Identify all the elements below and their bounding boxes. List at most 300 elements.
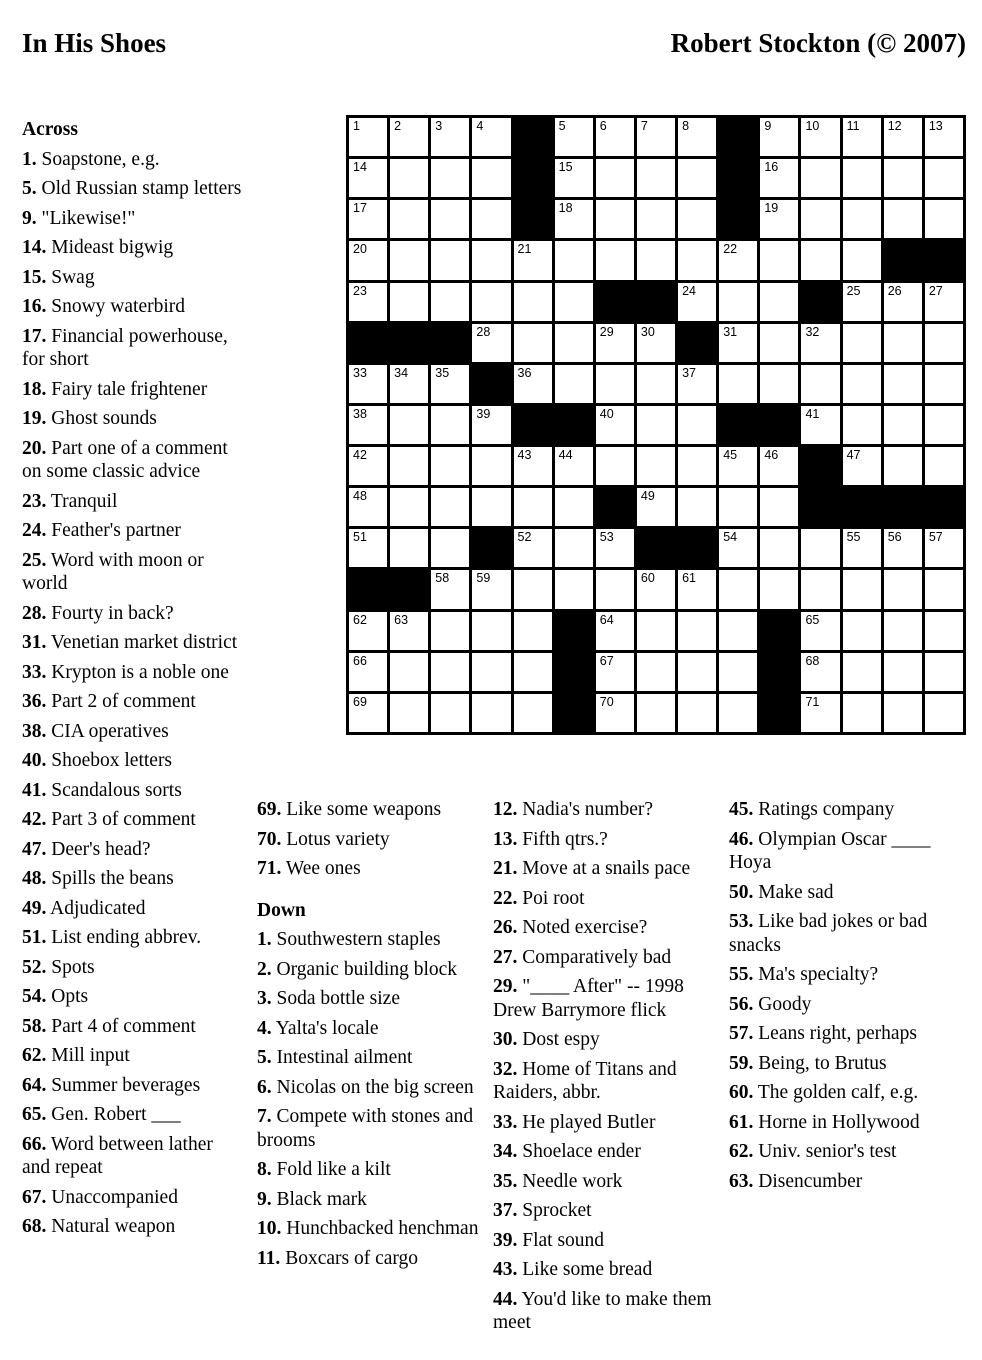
- grid-cell[interactable]: [801, 200, 839, 238]
- grid-cell[interactable]: [925, 570, 963, 608]
- clue-text: Dost espy: [517, 1029, 600, 1050]
- down-clue: [257, 987, 482, 1011]
- clue-text: Compete with stones and brooms: [257, 1106, 474, 1151]
- grid-cell[interactable]: [637, 488, 675, 526]
- cell-number: 63: [394, 612, 409, 627]
- grid-cell[interactable]: [843, 694, 881, 732]
- cell-number: 6: [599, 119, 607, 133]
- clue-number: 18.: [22, 378, 47, 400]
- grid-cell[interactable]: [472, 200, 510, 238]
- grid-cell[interactable]: [719, 241, 757, 279]
- grid-cell[interactable]: [390, 612, 428, 650]
- grid-cell[interactable]: [843, 570, 881, 608]
- across-clue: [22, 897, 242, 921]
- clue-number: 19.: [22, 408, 47, 429]
- grid-cell[interactable]: [596, 529, 634, 567]
- clue-number: 14.: [22, 237, 47, 258]
- grid-cell[interactable]: [472, 118, 510, 156]
- grid-cell[interactable]: [349, 406, 387, 444]
- grid-cell[interactable]: [349, 612, 387, 650]
- grid-cell[interactable]: [843, 447, 881, 485]
- grid-cell[interactable]: [760, 365, 798, 403]
- cell-number: 13: [928, 119, 943, 133]
- grid-cell[interactable]: [637, 324, 675, 362]
- grid-cell[interactable]: [760, 118, 798, 156]
- grid-cell[interactable]: [514, 570, 552, 608]
- grid-cell[interactable]: [801, 694, 839, 732]
- grid-cell[interactable]: [801, 653, 839, 691]
- clue-number: 20.: [22, 437, 47, 459]
- grid-cell[interactable]: [431, 447, 469, 485]
- grid-cell[interactable]: [678, 365, 716, 403]
- grid-cell[interactable]: [884, 200, 922, 238]
- grid-block: [555, 694, 593, 732]
- grid-cell[interactable]: [596, 118, 634, 156]
- grid-cell[interactable]: [884, 612, 922, 650]
- grid-cell[interactable]: [719, 570, 757, 608]
- grid-cell[interactable]: [596, 653, 634, 691]
- grid-cell[interactable]: [760, 570, 798, 608]
- down-clue: [493, 1258, 718, 1282]
- grid-cell[interactable]: [678, 241, 716, 279]
- grid-cell[interactable]: [472, 694, 510, 732]
- across-clue: [22, 519, 242, 543]
- grid-cell[interactable]: [925, 324, 963, 362]
- clue-text: Mideast bigwig: [46, 237, 174, 258]
- grid-cell[interactable]: [555, 365, 593, 403]
- grid-cell[interactable]: [596, 447, 634, 485]
- down-clue: [493, 887, 718, 911]
- grid-block: [760, 612, 798, 650]
- grid-cell[interactable]: [884, 365, 922, 403]
- clue-number: 49.: [22, 897, 47, 919]
- down-clue: [729, 1140, 964, 1164]
- clue-number: 29.: [493, 976, 518, 997]
- grid-cell[interactable]: [678, 570, 716, 608]
- grid-cell[interactable]: [760, 283, 798, 321]
- grid-cell[interactable]: [637, 612, 675, 650]
- clue-text: Poi root: [517, 887, 585, 909]
- cell-number: 36: [517, 365, 532, 380]
- grid-cell[interactable]: [472, 324, 510, 362]
- cell-number: 2: [394, 119, 402, 133]
- grid-cell[interactable]: [555, 447, 593, 485]
- grid-cell[interactable]: [349, 488, 387, 526]
- grid-block: [637, 283, 675, 321]
- clue-text: Unaccompanied: [46, 1186, 178, 1208]
- across-clue: [22, 295, 242, 319]
- grid-cell[interactable]: [637, 653, 675, 691]
- cell-number: 3: [435, 119, 443, 133]
- grid-cell[interactable]: [431, 159, 469, 197]
- cell-number: 71: [805, 694, 820, 709]
- cell-number: 8: [682, 119, 690, 133]
- cell-number: 64: [599, 612, 614, 627]
- cell-number: 46: [764, 448, 779, 463]
- grid-cell[interactable]: [678, 694, 716, 732]
- grid-cell[interactable]: [719, 653, 757, 691]
- grid-cell[interactable]: [349, 694, 387, 732]
- grid-cell[interactable]: [843, 241, 881, 279]
- clue-text: Hunchbacked henchman: [281, 1218, 479, 1239]
- grid-cell[interactable]: [801, 612, 839, 650]
- clue-number: 12.: [493, 799, 518, 820]
- grid-block: [719, 200, 757, 238]
- cell-number: 51: [353, 530, 367, 545]
- grid-cell[interactable]: [390, 283, 428, 321]
- grid-cell[interactable]: [555, 200, 593, 238]
- across-clue: [22, 1133, 242, 1180]
- down-clue: [493, 1140, 718, 1164]
- grid-cell[interactable]: [514, 694, 552, 732]
- cell-number: 16: [764, 160, 779, 175]
- grid-cell[interactable]: [349, 447, 387, 485]
- grid-cell[interactable]: [760, 488, 798, 526]
- clue-text: Swag: [46, 266, 95, 288]
- grid-block: [390, 570, 428, 608]
- grid-block: [637, 529, 675, 567]
- grid-cell[interactable]: [349, 200, 387, 238]
- grid-cell[interactable]: [431, 365, 469, 403]
- grid-cell[interactable]: [555, 488, 593, 526]
- grid-cell[interactable]: [801, 324, 839, 362]
- grid-cell[interactable]: [719, 283, 757, 321]
- grid-cell[interactable]: [637, 241, 675, 279]
- grid-cell[interactable]: [555, 118, 593, 156]
- clue-number: 69.: [257, 799, 282, 820]
- clue-number: 1.: [257, 929, 272, 950]
- grid-cell[interactable]: [431, 653, 469, 691]
- grid-cell[interactable]: [555, 241, 593, 279]
- clue-number: 2.: [257, 958, 272, 980]
- grid-block: [678, 529, 716, 567]
- grid-cell[interactable]: [801, 365, 839, 403]
- grid-cell[interactable]: [678, 488, 716, 526]
- grid-cell[interactable]: [514, 324, 552, 362]
- grid-cell[interactable]: [596, 365, 634, 403]
- grid-cell[interactable]: [925, 406, 963, 444]
- grid-cell[interactable]: [884, 406, 922, 444]
- cell-number: 34: [394, 365, 409, 380]
- grid-cell[interactable]: [637, 159, 675, 197]
- grid-cell[interactable]: [472, 488, 510, 526]
- grid-cell[interactable]: [431, 200, 469, 238]
- grid-cell[interactable]: [349, 118, 387, 156]
- grid-cell[interactable]: [637, 365, 675, 403]
- across-clue: [22, 490, 242, 514]
- grid-cell[interactable]: [349, 283, 387, 321]
- grid-cell[interactable]: [801, 529, 839, 567]
- grid-cell[interactable]: [884, 653, 922, 691]
- grid-cell[interactable]: [349, 365, 387, 403]
- clue-text: Boxcars of cargo: [280, 1247, 419, 1269]
- grid-block: [719, 159, 757, 197]
- grid-cell[interactable]: [843, 159, 881, 197]
- down-clue: [257, 1158, 482, 1182]
- grid-cell[interactable]: [925, 118, 963, 156]
- puzzle-author: Robert Stockton (© 2007): [670, 28, 966, 58]
- grid-cell[interactable]: [431, 488, 469, 526]
- clue-number: 67.: [22, 1186, 47, 1208]
- grid-cell[interactable]: [555, 159, 593, 197]
- grid-cell[interactable]: [596, 570, 634, 608]
- grid-cell[interactable]: [884, 324, 922, 362]
- grid-cell[interactable]: [925, 200, 963, 238]
- grid-cell[interactable]: [390, 529, 428, 567]
- grid-cell[interactable]: [390, 406, 428, 444]
- grid-cell[interactable]: [925, 612, 963, 650]
- clue-number: 61.: [729, 1111, 754, 1133]
- grid-cell[interactable]: [637, 200, 675, 238]
- grid-cell[interactable]: [472, 159, 510, 197]
- grid-cell[interactable]: [472, 406, 510, 444]
- grid-cell[interactable]: [760, 241, 798, 279]
- grid-block: [596, 283, 634, 321]
- clue-number: 27.: [493, 946, 518, 968]
- clue-text: Summer beverages: [46, 1074, 201, 1096]
- grid-cell[interactable]: [884, 529, 922, 567]
- grid-cell[interactable]: [390, 365, 428, 403]
- clue-number: 8.: [257, 1159, 272, 1180]
- grid-cell[interactable]: [431, 406, 469, 444]
- clue-number: 38.: [22, 720, 47, 742]
- grid-cell[interactable]: [431, 118, 469, 156]
- clue-number: 51.: [22, 927, 47, 948]
- down-clue: [257, 958, 482, 982]
- across-clue: [22, 602, 242, 626]
- grid-cell[interactable]: [349, 529, 387, 567]
- grid-cell[interactable]: [843, 612, 881, 650]
- grid-cell[interactable]: [349, 653, 387, 691]
- clue-text: Soda bottle size: [271, 988, 400, 1009]
- grid-cell[interactable]: [678, 118, 716, 156]
- grid-cell[interactable]: [637, 694, 675, 732]
- grid-cell[interactable]: [390, 159, 428, 197]
- clue-text: Nicolas on the big screen: [271, 1076, 474, 1098]
- grid-cell[interactable]: [719, 694, 757, 732]
- grid-cell[interactable]: [431, 570, 469, 608]
- grid-cell[interactable]: [678, 612, 716, 650]
- grid-cell[interactable]: [843, 118, 881, 156]
- clue-number: 46.: [729, 828, 754, 850]
- cell-number: 60: [640, 571, 655, 586]
- grid-cell[interactable]: [884, 283, 922, 321]
- clue-number: 53.: [729, 911, 754, 932]
- cell-number: 56: [887, 530, 902, 545]
- clue-number: 33.: [22, 661, 47, 683]
- grid-cell[interactable]: [760, 159, 798, 197]
- clue-text: Deer's head?: [46, 838, 151, 860]
- grid-cell[interactable]: [596, 406, 634, 444]
- grid-cell[interactable]: [514, 488, 552, 526]
- grid-block: [884, 241, 922, 279]
- grid-cell[interactable]: [843, 365, 881, 403]
- grid-cell[interactable]: [390, 488, 428, 526]
- grid-cell[interactable]: [760, 200, 798, 238]
- cell-number: 10: [805, 119, 820, 133]
- grid-cell[interactable]: [925, 159, 963, 197]
- grid-cell[interactable]: [678, 447, 716, 485]
- clue-number: 13.: [493, 828, 518, 850]
- down-clue: [493, 1199, 718, 1223]
- clue-number: 5.: [257, 1047, 272, 1068]
- grid-cell[interactable]: [390, 694, 428, 732]
- clue-column-4: [729, 798, 964, 1199]
- grid-cell[interactable]: [514, 529, 552, 567]
- grid-cell[interactable]: [514, 365, 552, 403]
- grid-cell[interactable]: [925, 529, 963, 567]
- grid-cell[interactable]: [637, 570, 675, 608]
- grid-block: [801, 447, 839, 485]
- grid-cell[interactable]: [349, 241, 387, 279]
- grid-cell[interactable]: [760, 529, 798, 567]
- grid-cell[interactable]: [719, 612, 757, 650]
- grid-cell[interactable]: [514, 653, 552, 691]
- clue-text: Like some bread: [517, 1259, 653, 1280]
- grid-cell[interactable]: [843, 200, 881, 238]
- clue-number: 71.: [257, 858, 282, 879]
- grid-cell[interactable]: [925, 653, 963, 691]
- grid-cell[interactable]: [596, 694, 634, 732]
- grid-cell[interactable]: [555, 529, 593, 567]
- grid-cell[interactable]: [719, 447, 757, 485]
- grid-cell[interactable]: [801, 406, 839, 444]
- grid-cell[interactable]: [472, 612, 510, 650]
- grid-block: [514, 159, 552, 197]
- clue-text: Leans right, perhaps: [753, 1023, 917, 1044]
- grid-cell[interactable]: [884, 159, 922, 197]
- grid-cell[interactable]: [596, 200, 634, 238]
- grid-cell[interactable]: [925, 447, 963, 485]
- clue-number: 54.: [22, 986, 47, 1007]
- grid-cell[interactable]: [514, 283, 552, 321]
- grid-cell[interactable]: [843, 406, 881, 444]
- grid-cell[interactable]: [596, 612, 634, 650]
- clue-column-1: [22, 118, 242, 1245]
- across-heading: Across: [22, 119, 78, 140]
- cell-number: 14: [353, 160, 367, 175]
- grid-cell[interactable]: [678, 406, 716, 444]
- clue-number: 57.: [729, 1023, 754, 1044]
- across-clue: [22, 148, 242, 172]
- grid-cell[interactable]: [431, 612, 469, 650]
- grid-cell[interactable]: [925, 365, 963, 403]
- cell-number: 39: [476, 406, 491, 421]
- grid-cell[interactable]: [678, 283, 716, 321]
- grid-cell[interactable]: [514, 612, 552, 650]
- grid-cell[interactable]: [637, 118, 675, 156]
- grid-cell[interactable]: [431, 694, 469, 732]
- grid-cell[interactable]: [760, 324, 798, 362]
- cell-number: 66: [353, 653, 367, 668]
- cell-number: 59: [476, 571, 491, 586]
- cell-number: 30: [640, 324, 655, 339]
- grid-cell[interactable]: [596, 159, 634, 197]
- grid-cell[interactable]: [472, 570, 510, 608]
- grid-cell[interactable]: [390, 241, 428, 279]
- cell-number: 42: [353, 448, 367, 463]
- grid-cell[interactable]: [390, 447, 428, 485]
- grid-cell[interactable]: [678, 200, 716, 238]
- clue-number: 21.: [493, 858, 518, 879]
- grid-cell[interactable]: [801, 159, 839, 197]
- grid-cell[interactable]: [801, 241, 839, 279]
- cell-number: 23: [353, 283, 367, 298]
- grid-cell[interactable]: [472, 241, 510, 279]
- grid-cell[interactable]: [843, 529, 881, 567]
- grid-block: [801, 488, 839, 526]
- grid-cell[interactable]: [719, 324, 757, 362]
- grid-cell[interactable]: [801, 118, 839, 156]
- clue-text: Word with moon or world: [22, 549, 204, 594]
- grid-cell[interactable]: [925, 694, 963, 732]
- grid-block: [925, 241, 963, 279]
- grid-cell[interactable]: [884, 694, 922, 732]
- grid-cell[interactable]: [514, 241, 552, 279]
- clue-number: 16.: [22, 296, 47, 317]
- cell-number: 37: [682, 365, 696, 380]
- grid-cell[interactable]: [884, 570, 922, 608]
- grid-cell[interactable]: [719, 529, 757, 567]
- clue-text: Ghost sounds: [46, 408, 157, 429]
- grid-cell[interactable]: [637, 406, 675, 444]
- grid-cell[interactable]: [472, 283, 510, 321]
- grid-cell[interactable]: [925, 283, 963, 321]
- grid-cell[interactable]: [637, 447, 675, 485]
- grid-cell[interactable]: [843, 653, 881, 691]
- grid-block: [596, 488, 634, 526]
- grid-cell[interactable]: [719, 488, 757, 526]
- grid-cell[interactable]: [431, 283, 469, 321]
- grid-cell[interactable]: [431, 529, 469, 567]
- grid-cell[interactable]: [514, 447, 552, 485]
- grid-cell[interactable]: [843, 283, 881, 321]
- grid-cell[interactable]: [472, 653, 510, 691]
- across-clue: [22, 1074, 242, 1098]
- down-clue: [493, 975, 718, 1022]
- grid-cell[interactable]: [596, 241, 634, 279]
- grid-block: [760, 653, 798, 691]
- grid-cell[interactable]: [843, 324, 881, 362]
- grid-cell[interactable]: [431, 241, 469, 279]
- clue-text: Southwestern staples: [271, 929, 441, 950]
- across-clue: [22, 207, 242, 231]
- grid-cell[interactable]: [678, 159, 716, 197]
- clue-text: Gen. Robert ___: [46, 1104, 181, 1125]
- clue-number: 31.: [22, 632, 47, 653]
- grid-cell[interactable]: [884, 447, 922, 485]
- clue-number: 15.: [22, 266, 47, 288]
- grid-cell[interactable]: [390, 200, 428, 238]
- grid-cell[interactable]: [472, 447, 510, 485]
- grid-cell[interactable]: [596, 324, 634, 362]
- grid-cell[interactable]: [760, 447, 798, 485]
- cell-number: 44: [558, 448, 573, 463]
- grid-cell[interactable]: [555, 570, 593, 608]
- grid-cell[interactable]: [555, 324, 593, 362]
- grid-cell[interactable]: [390, 118, 428, 156]
- grid-block: [431, 324, 469, 362]
- grid-cell[interactable]: [801, 570, 839, 608]
- grid-cell[interactable]: [555, 283, 593, 321]
- grid-cell[interactable]: [349, 159, 387, 197]
- grid-cell[interactable]: [884, 118, 922, 156]
- grid-cell[interactable]: [390, 653, 428, 691]
- grid-cell[interactable]: [719, 365, 757, 403]
- grid-cell[interactable]: [678, 653, 716, 691]
- clue-number: 68.: [22, 1216, 47, 1237]
- clue-text: Horne in Hollywood: [753, 1111, 920, 1133]
